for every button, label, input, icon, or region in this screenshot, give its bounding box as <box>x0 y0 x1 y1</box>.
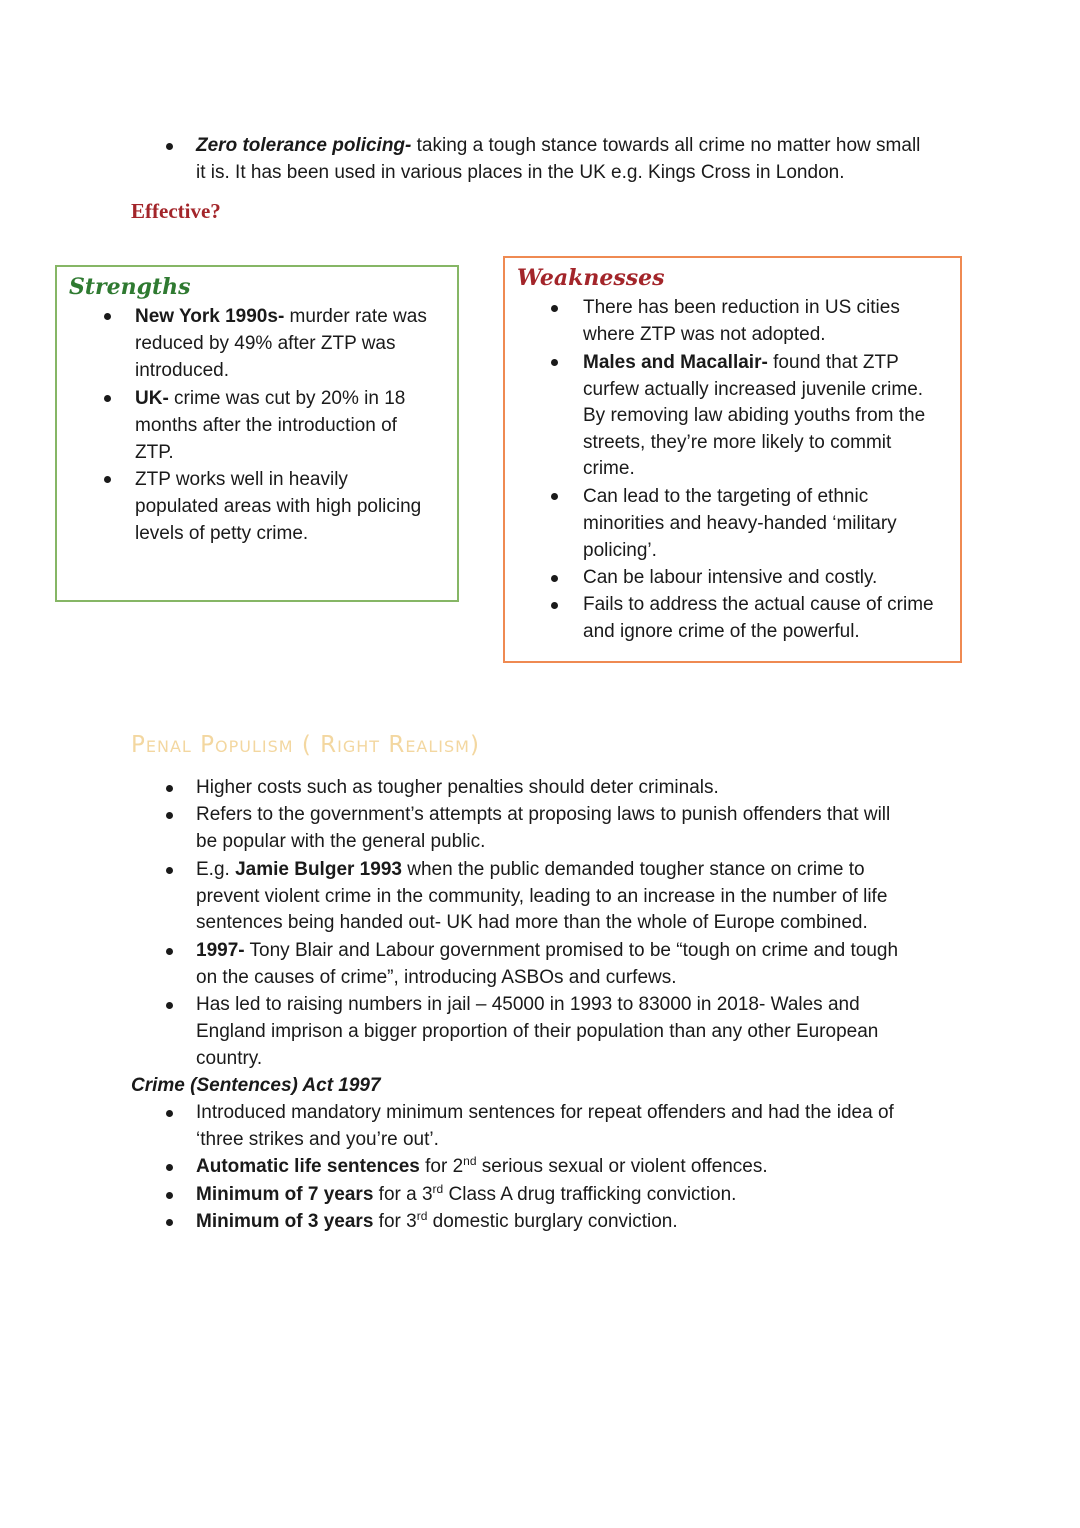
strength-item-2-line-3: ZTP. <box>135 442 174 463</box>
bullet-dot <box>104 476 111 483</box>
weakness-item-5-line-2: and ignore crime of the powerful. <box>583 621 860 642</box>
ztp-term: Zero tolerance policing- <box>196 135 412 156</box>
strength-item-1-line-2: reduced by 49% after ZTP was <box>135 333 396 354</box>
act-bullet-1-line-1: Introduced mandatory minimum sentences for repeat offenders and had the idea of <box>196 1102 894 1123</box>
effective-heading: Effective? <box>131 199 221 223</box>
penal-bullet-2-line-1: Refers to the government’s attempts at proposing laws to punish offenders that will <box>196 804 891 825</box>
weakness-item-1-line-2: where ZTP was not adopted. <box>583 324 826 345</box>
penal-bullet-3-line-1: E.g. Jamie Bulger 1993 when the public demanded tougher stance on crime to <box>196 859 865 880</box>
weakness-item-2-line-5: crime. <box>583 458 635 479</box>
bullet-dot <box>166 948 173 955</box>
strength-item-3-line-1: ZTP works well in heavily <box>135 469 348 490</box>
penal-bullet-2-line-2: be popular with the general public. <box>196 831 486 852</box>
penal-bullet-4-line-1: 1997- Tony Blair and Labour government promised to be “tough on crime and tough <box>196 940 899 961</box>
bullet-dot <box>166 1002 173 1009</box>
strength-item-1-line-3: introduced. <box>135 360 230 381</box>
act-bullet-4: Minimum of 3 years for 3rd domestic burglary conviction. <box>196 1209 678 1232</box>
weakness-item-2-line-4: streets, they’re more likely to commit <box>583 432 892 453</box>
bullet-dot <box>551 602 558 609</box>
bullet-dot <box>551 575 558 582</box>
strengths-title: Strengths <box>69 274 191 300</box>
weakness-item-3-line-2: minorities and heavy-handed ‘military <box>583 513 897 534</box>
strength-item-3-line-3: levels of petty crime. <box>135 523 309 544</box>
penal-bullet-3-line-2: prevent violent crime in the community, leading to an increase in the number of life <box>196 886 888 907</box>
act-bullet-2: Automatic life sentences for 2nd serious sexual or violent offences. <box>196 1154 768 1177</box>
bullet-dot <box>551 305 558 312</box>
strength-item-2-line-2: months after the introduction of <box>135 415 397 436</box>
bullet-dot <box>166 1110 173 1117</box>
weaknesses-title: Weaknesses <box>517 265 665 291</box>
weakness-item-2-line-1: Males and Macallair- found that ZTP <box>583 352 899 373</box>
weakness-item-2-line-3: By removing law abiding youths from the <box>583 405 926 426</box>
weakness-item-4-line-1: Can be labour intensive and costly. <box>583 567 878 588</box>
bullet-dot <box>551 359 558 366</box>
act-bullet-1-line-2: ‘three strikes and you’re out’. <box>196 1129 439 1150</box>
penal-bullet-5-line-3: country. <box>196 1048 263 1069</box>
weakness-item-3-line-1: Can lead to the targeting of ethnic <box>583 486 869 507</box>
penal-bullet-1: Higher costs such as tougher penalties should deter criminals. <box>196 777 719 798</box>
bullet-dot <box>166 1164 173 1171</box>
weakness-item-3-line-3: policing’. <box>583 540 657 561</box>
bullet-dot <box>166 867 173 874</box>
penal-bullet-5-line-2: England imprison a bigger proportion of their population than any other European <box>196 1021 879 1042</box>
bullet-dot <box>166 143 173 150</box>
weakness-item-5-line-1: Fails to address the actual cause of crime <box>583 594 934 615</box>
bullet-dot <box>551 493 558 500</box>
bullet-dot <box>166 812 173 819</box>
ztp-line-1: Zero tolerance policing- taking a tough stance towards all crime no matter how small <box>196 135 921 156</box>
strength-item-2-line-1: UK- crime was cut by 20% in 18 <box>135 388 406 409</box>
bullet-dot <box>166 1192 173 1199</box>
bullet-dot <box>104 313 111 320</box>
penal-bullet-5-line-1: Has led to raising numbers in jail – 45000 in 1993 to 83000 in 2018- Wales and <box>196 994 860 1015</box>
penal-populism-title: Penal Populism ( Right Realism) <box>131 732 480 758</box>
act-bullet-3: Minimum of 7 years for a 3rd Class A drug trafficking conviction. <box>196 1182 737 1205</box>
ztp-line-2: it is. It has been used in various places in the UK e.g. Kings Cross in London. <box>196 162 845 183</box>
penal-bullet-3-line-3: sentences being handed out- UK had more than the whole of Europe combined. <box>196 912 868 933</box>
crime-act-title: Crime (Sentences) Act 1997 <box>131 1075 381 1096</box>
weakness-item-2-line-2: curfew actually increased juvenile crime. <box>583 379 924 400</box>
strength-item-3-line-2: populated areas with high policing <box>135 496 422 517</box>
bullet-dot <box>104 395 111 402</box>
bullet-dot <box>166 785 173 792</box>
bullet-dot <box>166 1219 173 1226</box>
strength-item-1-line-1: New York 1990s- murder rate was <box>135 306 427 327</box>
weakness-item-1-line-1: There has been reduction in US cities <box>583 297 900 318</box>
penal-bullet-4-line-2: on the causes of crime”, introducing ASBOs and curfews. <box>196 967 677 988</box>
